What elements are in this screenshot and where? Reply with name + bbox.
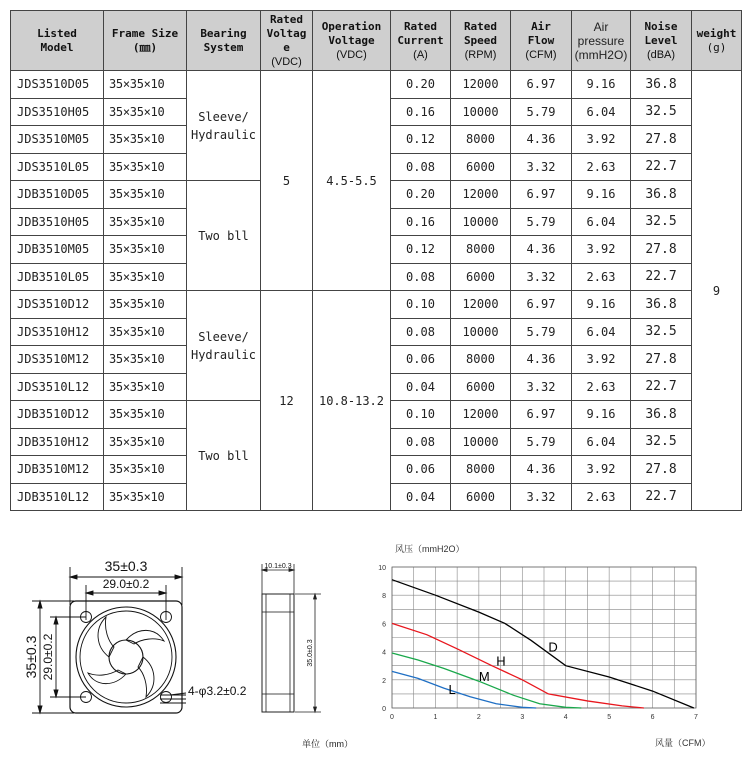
flow-cell: 5.79 xyxy=(511,428,572,456)
header-pressure-text: Air pressure xyxy=(577,19,625,48)
current-cell: 0.06 xyxy=(391,456,451,484)
frame-size-cell: 35×35×10 xyxy=(104,428,187,456)
x-tick-label: 3 xyxy=(520,714,525,721)
inner-height-dim: 29.0±0.2 xyxy=(41,633,55,681)
mounting-hole-dim: 4-φ3.2±0.2 xyxy=(188,684,247,698)
fan-front-view-drawing xyxy=(10,545,260,760)
header-op-voltage-text: Operation Voltage xyxy=(321,19,382,47)
series-label-h: H xyxy=(496,653,506,669)
pq-curve-chart xyxy=(370,540,710,755)
pressure-cell: 6.04 xyxy=(572,208,631,236)
pressure-cell: 3.92 xyxy=(572,236,631,264)
pressure-cell: 9.16 xyxy=(572,291,631,319)
bearing-cell: Two bll xyxy=(187,181,261,291)
header-airflow-unit: (CFM) xyxy=(525,48,557,61)
flow-cell: 6.97 xyxy=(511,291,572,319)
model-cell: JDS3510H05 xyxy=(11,98,104,126)
operation-voltage-cell: 10.8-13.2 xyxy=(313,291,391,511)
header-op-voltage-unit: (VDC) xyxy=(336,48,367,61)
header-airflow xyxy=(511,11,572,71)
current-cell: 0.04 xyxy=(391,483,451,511)
table-row xyxy=(11,291,742,319)
current-cell: 0.04 xyxy=(391,373,451,401)
model-cell: JDB3510L12 xyxy=(11,483,104,511)
frame-size-cell: 35×35×10 xyxy=(104,263,187,291)
series-label-l: L xyxy=(448,681,456,697)
current-cell: 0.20 xyxy=(391,71,451,99)
noise-cell: 32.5 xyxy=(631,208,692,236)
header-voltage-unit: (VDC) xyxy=(271,55,302,68)
header-model xyxy=(11,11,104,71)
speed-cell: 6000 xyxy=(451,153,511,181)
header-current xyxy=(391,11,451,71)
bearing-cell: Sleeve/ Hydraulic xyxy=(187,291,261,401)
noise-cell: 36.8 xyxy=(631,291,692,319)
current-cell: 0.20 xyxy=(391,181,451,209)
pressure-cell: 9.16 xyxy=(572,181,631,209)
rated-voltage-cell: 12 xyxy=(261,291,313,511)
rated-voltage-cell: 5 xyxy=(261,71,313,291)
chart-x-label: 风量（CFM） xyxy=(655,738,710,748)
header-noise-unit: (dBA) xyxy=(646,48,676,61)
flow-cell: 5.79 xyxy=(511,208,572,236)
noise-cell: 32.5 xyxy=(631,98,692,126)
noise-cell: 22.7 xyxy=(631,373,692,401)
flow-cell: 4.36 xyxy=(511,126,572,154)
speed-cell: 10000 xyxy=(451,318,511,346)
current-cell: 0.08 xyxy=(391,428,451,456)
speed-cell: 8000 xyxy=(451,126,511,154)
frame-size-cell: 35×35×10 xyxy=(104,236,187,264)
noise-cell: 27.8 xyxy=(631,456,692,484)
x-tick-label: 1 xyxy=(433,714,438,721)
header-noise-text: Noise Level xyxy=(644,19,678,47)
noise-cell: 32.5 xyxy=(631,318,692,346)
pressure-cell: 2.63 xyxy=(572,483,631,511)
noise-cell: 27.8 xyxy=(631,346,692,374)
frame-size-cell: 35×35×10 xyxy=(104,153,187,181)
series-line-d xyxy=(392,580,694,708)
weight-cell: 9 xyxy=(692,71,742,511)
speed-cell: 6000 xyxy=(451,263,511,291)
flow-cell: 4.36 xyxy=(511,236,572,264)
frame-size-cell: 35×35×10 xyxy=(104,208,187,236)
header-voltage xyxy=(261,11,313,71)
pressure-cell: 9.16 xyxy=(572,71,631,99)
flow-cell: 5.79 xyxy=(511,98,572,126)
header-bearing xyxy=(187,11,261,71)
frame-size-cell: 35×35×10 xyxy=(104,456,187,484)
x-tick-label: 7 xyxy=(694,714,698,721)
frame-size-cell: 35×35×10 xyxy=(104,318,187,346)
series-label-d: D xyxy=(548,639,558,655)
header-airflow-text: Air Flow xyxy=(527,19,555,47)
header-voltage-text: Rated Voltag e xyxy=(266,12,307,54)
header-weight-unit: (g) xyxy=(706,40,727,54)
current-cell: 0.08 xyxy=(391,263,451,291)
pressure-cell: 3.92 xyxy=(572,456,631,484)
frame-size-cell: 35×35×10 xyxy=(104,291,187,319)
speed-cell: 12000 xyxy=(451,401,511,429)
flow-cell: 3.32 xyxy=(511,263,572,291)
table-row xyxy=(11,71,742,99)
fan-side-view-drawing xyxy=(255,556,335,716)
speed-cell: 6000 xyxy=(451,373,511,401)
model-cell: JDB3510D05 xyxy=(11,181,104,209)
spec-table xyxy=(10,10,742,511)
pressure-cell: 2.63 xyxy=(572,263,631,291)
header-current-unit: (A) xyxy=(413,48,428,61)
series-label-m: M xyxy=(478,669,490,685)
y-tick-label: 4 xyxy=(382,649,386,657)
height-dim: 35.0±0.3 xyxy=(307,639,314,667)
speed-cell: 8000 xyxy=(451,456,511,484)
table-header-row xyxy=(11,11,742,71)
current-cell: 0.10 xyxy=(391,291,451,319)
header-weight-text: weight xyxy=(696,26,737,40)
chart-y-label: 风压（mmH2O） xyxy=(395,544,465,554)
header-pressure-unit: (mmH2O) xyxy=(574,47,628,62)
frame-size-cell: 35×35×10 xyxy=(104,126,187,154)
y-tick-label: 2 xyxy=(382,677,386,685)
inner-width-dim: 29.0±0.2 xyxy=(102,577,150,591)
speed-cell: 10000 xyxy=(451,208,511,236)
header-bearing-text: Bearing System xyxy=(200,26,247,54)
y-tick-label: 10 xyxy=(378,565,386,572)
header-speed xyxy=(451,11,511,71)
table-body xyxy=(11,71,742,511)
noise-cell: 22.7 xyxy=(631,153,692,181)
speed-cell: 12000 xyxy=(451,181,511,209)
operation-voltage-cell: 4.5-5.5 xyxy=(313,71,391,291)
model-cell: JDB3510M05 xyxy=(11,236,104,264)
flow-cell: 3.32 xyxy=(511,373,572,401)
model-cell: JDB3510D12 xyxy=(11,401,104,429)
x-tick-label: 5 xyxy=(607,714,612,721)
current-cell: 0.06 xyxy=(391,346,451,374)
flow-cell: 6.97 xyxy=(511,401,572,429)
chart-grid xyxy=(392,567,696,708)
y-tick-label: 6 xyxy=(382,621,386,629)
pressure-cell: 2.63 xyxy=(572,153,631,181)
header-op-voltage xyxy=(313,11,391,71)
model-cell: JDS3510H12 xyxy=(11,318,104,346)
frame-size-cell: 35×35×10 xyxy=(104,373,187,401)
noise-cell: 22.7 xyxy=(631,263,692,291)
outer-width-dim: 35±0.3 xyxy=(104,558,148,574)
header-frame-text: Frame Size (㎜) xyxy=(111,26,179,54)
header-noise xyxy=(631,11,692,71)
current-cell: 0.12 xyxy=(391,126,451,154)
speed-cell: 10000 xyxy=(451,428,511,456)
x-tick-label: 0 xyxy=(390,714,394,721)
header-current-text: Rated Current xyxy=(397,19,444,47)
thickness-dim: 10.1±0.3 xyxy=(264,563,292,570)
noise-cell: 27.8 xyxy=(631,236,692,264)
noise-cell: 22.7 xyxy=(631,483,692,511)
header-frame xyxy=(104,11,187,71)
speed-cell: 12000 xyxy=(451,71,511,99)
y-tick-label: 8 xyxy=(382,593,386,601)
noise-cell: 32.5 xyxy=(631,428,692,456)
speed-cell: 6000 xyxy=(451,483,511,511)
pressure-cell: 2.63 xyxy=(572,373,631,401)
pressure-cell: 9.16 xyxy=(572,401,631,429)
x-tick-label: 2 xyxy=(476,714,481,721)
flow-cell: 3.32 xyxy=(511,153,572,181)
flow-cell: 5.79 xyxy=(511,318,572,346)
speed-cell: 12000 xyxy=(451,291,511,319)
model-cell: JDB3510M12 xyxy=(11,456,104,484)
unit-caption: 单位（mm） xyxy=(302,739,353,749)
model-cell: JDS3510M12 xyxy=(11,346,104,374)
model-cell: JDB3510L05 xyxy=(11,263,104,291)
header-pressure xyxy=(572,11,631,71)
current-cell: 0.12 xyxy=(391,236,451,264)
header-speed-text: Rated Speed xyxy=(463,19,498,47)
bearing-cell: Sleeve/ Hydraulic xyxy=(187,71,261,181)
noise-cell: 27.8 xyxy=(631,126,692,154)
speed-cell: 8000 xyxy=(451,346,511,374)
pressure-cell: 6.04 xyxy=(572,98,631,126)
current-cell: 0.16 xyxy=(391,98,451,126)
speed-cell: 8000 xyxy=(451,236,511,264)
frame-size-cell: 35×35×10 xyxy=(104,98,187,126)
model-cell: JDS3510L12 xyxy=(11,373,104,401)
header-model-text: Listed Model xyxy=(37,26,77,54)
model-cell: JDS3510M05 xyxy=(11,126,104,154)
model-cell: JDS3510D05 xyxy=(11,71,104,99)
flow-cell: 3.32 xyxy=(511,483,572,511)
pressure-cell: 3.92 xyxy=(572,346,631,374)
header-weight xyxy=(692,11,742,71)
x-tick-label: 4 xyxy=(563,714,568,721)
frame-size-cell: 35×35×10 xyxy=(104,401,187,429)
outer-height-dim: 35±0.3 xyxy=(23,635,39,679)
noise-cell: 36.8 xyxy=(631,181,692,209)
noise-cell: 36.8 xyxy=(631,401,692,429)
flow-cell: 6.97 xyxy=(511,181,572,209)
frame-size-cell: 35×35×10 xyxy=(104,71,187,99)
x-tick-label: 6 xyxy=(650,714,655,721)
current-cell: 0.16 xyxy=(391,208,451,236)
model-cell: JDB3510H05 xyxy=(11,208,104,236)
header-speed-unit: (RPM) xyxy=(464,48,497,61)
noise-cell: 36.8 xyxy=(631,71,692,99)
pressure-cell: 6.04 xyxy=(572,428,631,456)
current-cell: 0.08 xyxy=(391,153,451,181)
pressure-cell: 6.04 xyxy=(572,318,631,346)
model-cell: JDS3510D12 xyxy=(11,291,104,319)
flow-cell: 4.36 xyxy=(511,346,572,374)
frame-size-cell: 35×35×10 xyxy=(104,181,187,209)
chart-ticks xyxy=(378,565,698,721)
frame-size-cell: 35×35×10 xyxy=(104,483,187,511)
model-cell: JDB3510H12 xyxy=(11,428,104,456)
current-cell: 0.10 xyxy=(391,401,451,429)
bearing-cell: Two bll xyxy=(187,401,261,511)
y-tick-label: 0 xyxy=(382,706,386,713)
frame-size-cell: 35×35×10 xyxy=(104,346,187,374)
model-cell: JDS3510L05 xyxy=(11,153,104,181)
current-cell: 0.08 xyxy=(391,318,451,346)
chart-series xyxy=(392,580,694,708)
pressure-cell: 3.92 xyxy=(572,126,631,154)
speed-cell: 10000 xyxy=(451,98,511,126)
flow-cell: 6.97 xyxy=(511,71,572,99)
flow-cell: 4.36 xyxy=(511,456,572,484)
